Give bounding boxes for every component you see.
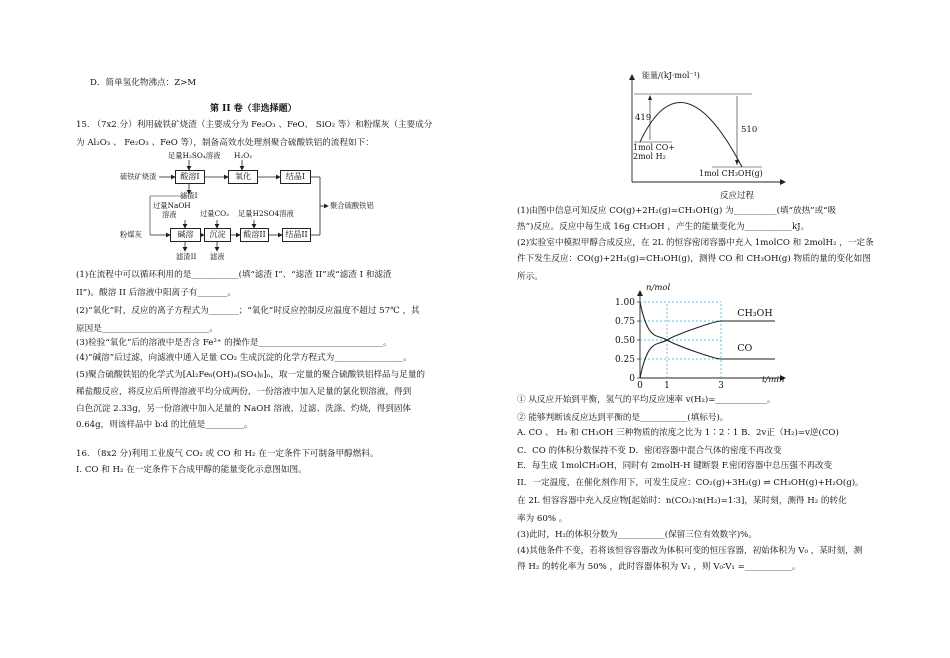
section-title: 第 II 卷（非选择题） [210, 104, 297, 114]
chart-xlabel: t/min [762, 375, 785, 385]
q15-1b: II”)。酸溶 II 后溶液中阳离子有_______。 [76, 288, 236, 298]
mol-chart [612, 284, 787, 392]
y-tick-label: 0.25 [614, 355, 635, 365]
series-label-co: CO [737, 343, 753, 354]
series-label-ch3oh: CH₃OH [737, 308, 773, 319]
q15-3: (3)检验“氧化”后的溶液中是否含 Fe²⁺ 的操作是_____________________________。 [76, 338, 392, 348]
x-tick-label: 0 [637, 381, 643, 391]
q15-5c: 白色沉淀 2.33g，另一份溶液中加入足量的 NaOH 溶液，过滤、洗涤、灼烧，得到固体 [76, 404, 412, 414]
flow-residue2: 滤渣II [176, 252, 197, 261]
flow-reagent-h2o2: H₂O₂ [234, 151, 253, 160]
flow-residue1: 滤渣I [180, 191, 198, 200]
r-ii-c: 率为 60% 。 [517, 514, 568, 524]
flow-diagram [120, 152, 382, 264]
q15-2b: 原因是_________________________。 [76, 324, 218, 334]
x-tick-label: 1 [664, 381, 670, 391]
flow-box-precipitate: 沉淀 [204, 228, 231, 242]
flow-box-acid1: 酸溶I [175, 170, 205, 184]
y-axis-arrow [637, 290, 643, 296]
q15-1a: (1)在流程中可以循环利用的是___________(填“滤渣 I”、“滤渣 II”或“滤渣 I 和滤渣 [76, 270, 392, 280]
q15-5a: (5)聚合硫酸铁铝的化学式为[Al₂Fe₈(OH)ₐ(SO₄)ᵦ]ₙ，取一定量的聚合硫酸铁铝样品与足量的 [76, 370, 426, 380]
flow-bottom-input: 粉煤灰 [120, 230, 142, 239]
flow-reagent-acid2: 足量H2SO4溶液 [238, 209, 294, 218]
flow-top-input: 硫铁矿烧渣 [120, 172, 157, 181]
q15-4: (4)“碱溶”后过滤，向滤液中通入足量 CO₂ 生成沉淀的化学方程式为________________。 [76, 353, 412, 363]
q-a: ① 从反应开始到平衡，氢气的平均反应速率 v(H₂)=____________。 [517, 395, 776, 405]
energy-reactant-line2: 2mol H₂ [633, 152, 666, 161]
series-line-ch3oh [640, 321, 775, 378]
opt-ab: A. CO 、 H₂ 和 CH₃OH 三种物质的浓度之比为 1∶2∶1 B．2v正（H₂)=v逆(CO) [517, 428, 839, 438]
q15-5d: 0.64g，则该样品中 b∶d 的比值是_________。 [76, 420, 253, 430]
flow-box-acid2: 酸溶II [240, 228, 269, 242]
energy-value-510: 510 [741, 125, 758, 135]
opt-cd: C．CO 的体积分数保持不变 D．密闭容器中混合气体的密度不再改变 [517, 446, 782, 456]
energy-diagram [612, 72, 792, 204]
opt-ef: E．每生成 1molCH₃OH，同时有 2molH-H 键断裂 F.密闭容器中总压强不再改变 [517, 461, 833, 471]
energy-ylabel: 能量/(kJ·mol⁻¹) [642, 71, 700, 80]
energy-value-419: 419 [635, 113, 652, 123]
r2b: 件下发生反应：CO(g)+2H₂(g)=CH₃OH(g)，测得 CO 和 CH₃OH(g) 物质的量的变化如图 [517, 254, 871, 264]
q16-1: 16. （8x2 分)利用工业废气 CO₂ 或 CO 和 H₂ 在一定条件下可制备甲醇燃料。 [76, 449, 379, 459]
flow-reagent-acid1: 足量H₂SO₄溶液 [168, 151, 221, 160]
y-tick-label: 0.75 [614, 317, 635, 327]
r1b: 热”)反应。反应中每生成 16g CH₃OH ，产生的能量变化为___________kJ。 [517, 222, 810, 232]
energy-reactant-line1: 1mol CO+ [633, 143, 675, 152]
flow-reagent-naoh-2: 溶液 [162, 210, 177, 219]
r2a: (2)实验室中模拟甲醇合成反应，在 2L 的恒容密闭容器中充入 1molCO 和 2molH₂ ，一定条 [517, 238, 874, 248]
r-ii-a: II．一定温度，在催化剂作用下，可发生反应：CO₂(g)+3H₂(g) ⇌ CH₃OH(g)+H₂O(g)。 [517, 478, 864, 488]
r4a: (4)其他条件不变，若将该恒容容器改为体积可变的恒压容器，初始体积为 V₀ ，某时刻，测 [517, 546, 863, 556]
flow-filtrate: 滤液 [210, 252, 225, 261]
y-tick-label: 1.00 [614, 298, 635, 308]
flow-box-cryst1: 结晶I [280, 170, 311, 184]
mol-chart-svg [612, 284, 787, 392]
x-tick-label: 3 [718, 381, 724, 391]
y-tick-label: 0.50 [614, 336, 635, 346]
chart-ylabel: n/mol [646, 283, 671, 293]
r4b: 得 H₂ 的转化率为 50% ，此时容器体积为 V₁ ，则 V₀∶V₁ =___________。 [517, 562, 801, 572]
r2c: 所示。 [517, 272, 543, 282]
q15-5b: 稀盐酸反应，将反应后所得溶液平均分成两份，一份溶液中加入足量的氯化钡溶液，得到 [76, 387, 412, 397]
q-b: ② 能够判断该反应达到平衡的是___________(填标号)。 [517, 413, 729, 423]
r3: (3)此时，H₂的体积分数为___________(保留三位有效数字)%。 [517, 530, 757, 540]
y-tick-label: 0 [629, 374, 635, 384]
r-ii-b: 在 2L 恒容容器中充入反应物[起始时：n(CO₂)∶n(H₂)=1∶3]，某时刻，测得 H₂ 的转化 [517, 496, 847, 506]
energy-diagram-svg [612, 72, 792, 204]
flow-reagent-co2: 过量CO₂ [200, 209, 230, 218]
q15-line2: 为 Al₂O₃ 、 Fe₂O₃ 、FeO 等），制备高效水处理剂聚合硫酸铁铝的流程如下： [76, 138, 374, 148]
flow-product: 聚合硫酸铁铝 [330, 201, 374, 210]
flow-reagent-naoh: 过量NaOH [153, 201, 191, 210]
flow-box-cryst2: 结晶II [282, 228, 311, 242]
flow-box-alkali: 碱溶 [170, 228, 201, 242]
flow-box-oxidation: 氧化 [228, 170, 258, 184]
q15-line1: 15. （7x2 分）利用硫铁矿烧渣（主要成分为 Fe₂O₃ 、FeO、 SiO₂ 等）和粉煤灰（主要成分 [76, 120, 433, 130]
q16-2: I. CO 和 H₂ 在一定条件下合成甲醇的能量变化示意图如图。 [76, 465, 307, 475]
option-d: D．简单氢化物沸点：Z>M [90, 78, 197, 88]
q15-2a: (2)“氧化”时，反应的离子方程式为_______；“氧化”时反应控制反应温度不超过 57℃ ，其 [76, 306, 420, 316]
energy-product: 1mol CH₃OH(g) [699, 169, 763, 178]
r1a: (1)由图中信息可知反应 CO(g)+2H₂(g)=CH₃OH(g) 为__________(填“放热”或“吸 [517, 206, 837, 216]
energy-xlabel: 反应过程 [720, 191, 755, 201]
